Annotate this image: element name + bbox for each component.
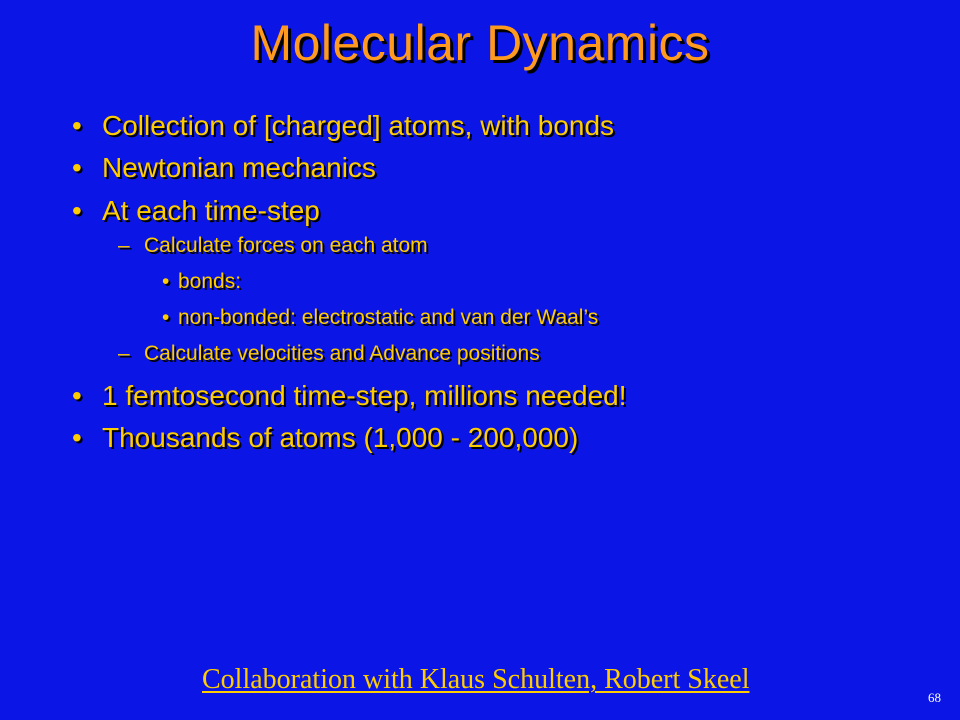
sub-sub-bullet-text: non-bonded: electrostatic and van der Waal’s: [178, 306, 599, 329]
bullet-marker: •: [162, 270, 170, 293]
bullet-item: [72, 422, 578, 454]
bullet-marker: •: [72, 380, 82, 411]
dash-marker: –: [118, 342, 130, 365]
sub-bullet-item: [118, 342, 540, 366]
bullet-item: [72, 110, 614, 142]
bullet-item: [72, 195, 320, 227]
bullet-item: [72, 152, 376, 184]
dash-marker: –: [118, 234, 130, 257]
bullet-text: 1 femtosecond time-step, millions needed!: [102, 380, 627, 411]
collaboration-credit: Collaboration with Klaus Schulten, Robert Skeel: [202, 664, 750, 695]
slide-title: Molecular Dynamics: [250, 15, 710, 71]
sub-bullet-item: [118, 234, 428, 258]
bullet-marker: •: [72, 195, 82, 226]
sub-bullet-text: Calculate forces on each atom: [144, 234, 428, 257]
bullet-marker: •: [72, 422, 82, 453]
bullet-marker: •: [162, 306, 170, 329]
sub-sub-bullet-item: [162, 270, 241, 294]
sub-bullet-text: Calculate velocities and Advance positions: [144, 342, 540, 365]
bullet-marker: •: [72, 152, 82, 183]
bullet-marker: •: [72, 110, 82, 141]
sub-sub-bullet-text: bonds:: [178, 270, 242, 293]
bullet-text: Thousands of atoms (1,000 - 200,000): [102, 422, 579, 453]
bullet-item: [72, 380, 627, 412]
bullet-text: Newtonian mechanics: [102, 152, 376, 183]
sub-sub-bullet-item: [162, 306, 598, 330]
bullet-text: At each time-step: [102, 195, 320, 226]
page-number: 68: [928, 690, 941, 705]
bullet-text: Collection of [charged] atoms, with bonds: [102, 110, 615, 141]
